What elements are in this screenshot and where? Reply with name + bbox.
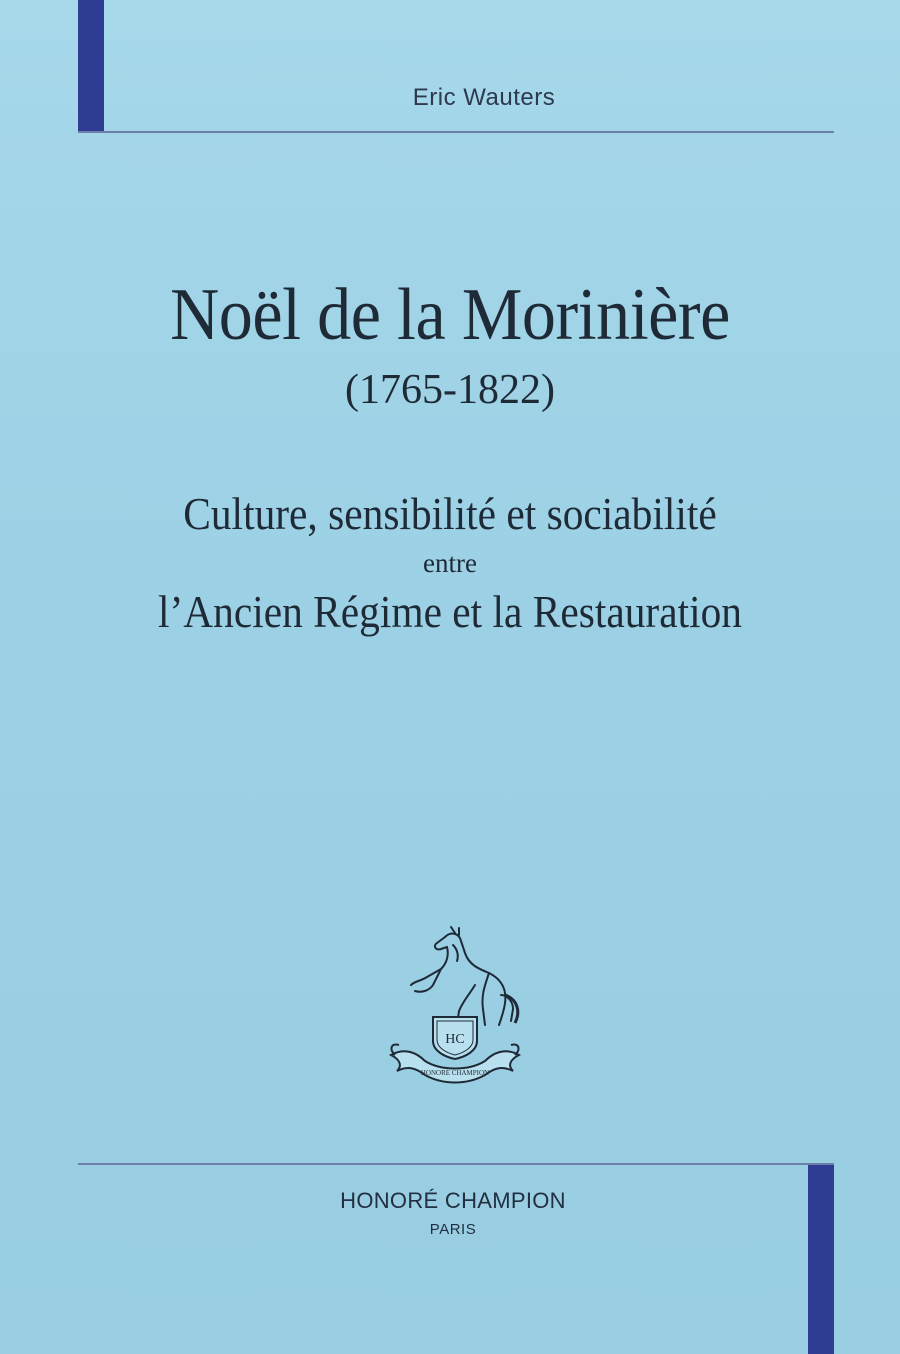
emblem-motto: HONORÉ CHAMPION xyxy=(420,1069,490,1077)
bottom-rule xyxy=(78,1163,834,1165)
publisher-city: PARIS xyxy=(429,1221,477,1238)
author-name: Eric Wauters xyxy=(412,84,556,111)
subtitle-line-2: l’Ancien Régime et la Restauration xyxy=(157,586,743,637)
publisher-name: HONORÉ CHAMPION xyxy=(340,1188,566,1213)
book-dates: (1765-1822) xyxy=(345,367,555,413)
top-accent-bar xyxy=(78,0,104,132)
emblem-monogram: HC xyxy=(445,1032,465,1047)
rearing-horse-emblem-icon xyxy=(385,925,525,1085)
book-title: Noël de la Morinière xyxy=(170,274,730,356)
top-rule xyxy=(78,131,834,133)
subtitle-line-1: Culture, sensibilité et sociabilité xyxy=(183,488,717,539)
subtitle-connector: entre xyxy=(423,548,477,578)
